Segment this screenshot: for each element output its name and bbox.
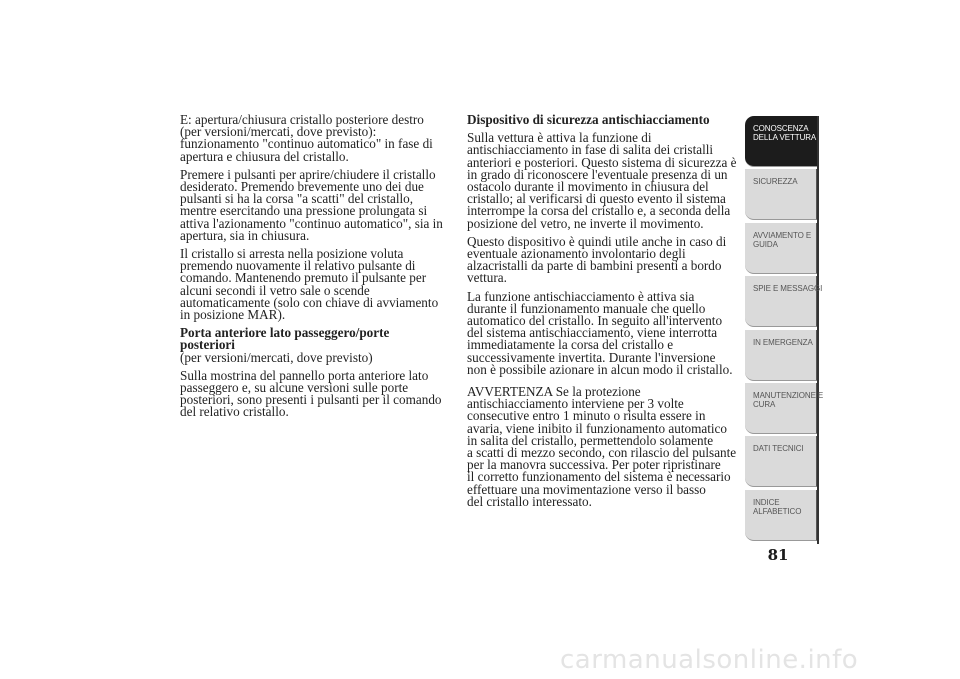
text-line: durante il funzionamento manuale che quello xyxy=(467,300,706,316)
sidebar-tab[interactable] xyxy=(745,276,823,327)
sidebar-tab[interactable] xyxy=(745,330,817,381)
text-line: passeggero e, su alcune versioni sulle porte xyxy=(180,380,409,396)
page-number: 81 xyxy=(767,546,789,564)
sidebar-tab[interactable] xyxy=(745,490,817,541)
text-line: Porta anteriore lato passeggero/porte xyxy=(180,325,390,341)
sidebar-tab-label: DATI TECNICI xyxy=(753,444,804,454)
warning-note xyxy=(467,386,739,508)
text-line: (per versioni/mercati, dove previsto): xyxy=(180,124,377,140)
sidebar-tab-label: IN EMERGENZA xyxy=(753,337,813,347)
text-line: eventuale azionamento involontario degli xyxy=(467,246,686,262)
right-column xyxy=(467,114,739,514)
text-line: La funzione antischiacciamento è attiva sia xyxy=(467,288,695,304)
text-line: in salita del cristallo, permettendolo solamente xyxy=(467,432,714,448)
sidebar-tab-label: GUIDA xyxy=(753,239,778,249)
text-line: premendo nuovamente il relativo pulsante di xyxy=(180,258,416,274)
text-line: Questo dispositivo è quindi utile anche in caso di xyxy=(467,233,727,249)
text-line: desiderato. Premendo brevemente uno dei due xyxy=(180,179,424,195)
text-line: posteriori, sono presenti i pulsanti per il comando xyxy=(180,392,442,408)
chapter-sidebar xyxy=(745,116,824,544)
text-line: effettuare una movimentazione verso il basso xyxy=(467,481,706,497)
text-line: posizione del vetro, ne inverte il movimento. xyxy=(467,215,704,231)
text-line: a scatti di mezzo secondo, con rilascio del pulsante xyxy=(467,445,737,461)
text-line: immediatamente la corsa del cristallo e xyxy=(467,337,674,353)
paragraph xyxy=(467,288,739,377)
sidebar-tab-label: SPIE E MESSAGGI xyxy=(753,284,823,294)
text-line: comando. Mantenendo premuto il pulsante per xyxy=(180,270,427,286)
text-line: alzacristalli da parte di bambini presenti a bordo xyxy=(467,258,722,274)
text-line: non è possibile azionare in alcun modo il cristallo. xyxy=(467,361,733,377)
text-line: automaticamente (solo con chiave di avviamento xyxy=(180,294,439,310)
paragraph xyxy=(467,233,739,286)
sidebar-tab-label: INDICE xyxy=(753,497,780,507)
text-line: Sulla mostrina del pannello porta anteriore lato xyxy=(180,367,429,383)
text-line: anteriori e posteriori. Questo sistema di sicurezza è xyxy=(467,154,737,170)
text-line: avaria, viene inibito il funzionamento automatico xyxy=(467,420,728,436)
text-line: antischiacciamento interviene per 3 volte xyxy=(467,396,684,412)
section-heading xyxy=(467,114,739,126)
sidebar-tab-label: MANUTENZIONE E xyxy=(753,390,824,400)
text-line: consecutive entro 1 minuto o risulta essere in xyxy=(467,408,706,424)
paragraph xyxy=(180,166,452,243)
text-line: pulsanti si ha la corsa "a scatti" del cristallo, xyxy=(180,191,414,207)
text-line: in grado di riconoscere l'eventuale presenza di un xyxy=(467,166,728,182)
text-line: successivamente invertita. Durante l'inversione xyxy=(467,349,716,365)
sidebar-tab[interactable] xyxy=(745,383,824,434)
text-line: il corretto funzionamento del sistema è necessario xyxy=(467,469,731,485)
sidebar-tab-label: CURA xyxy=(753,399,776,409)
text-line: posteriori xyxy=(180,337,235,353)
text-line: mentre esercitando una pressione prolungata si xyxy=(180,203,428,219)
text-line: in posizione MAR). xyxy=(180,307,286,323)
paragraph xyxy=(467,132,739,230)
text-line: apertura e chiusura del cristallo. xyxy=(180,148,349,164)
text-line: del relativo cristallo. xyxy=(180,404,289,420)
paragraph xyxy=(180,248,452,321)
text-line: ostacolo durante il movimento in chiusura del xyxy=(467,179,709,195)
text-line: vettura. xyxy=(467,270,507,286)
text-line: cristallo; al verificarsi di questo evento il sistema xyxy=(467,191,726,207)
sidebar-tab[interactable] xyxy=(745,223,817,274)
text-line: E: apertura/chiusura cristallo posteriore destro xyxy=(180,112,424,127)
sidebar-tab[interactable] xyxy=(745,116,817,167)
left-column xyxy=(180,114,452,425)
paragraph xyxy=(180,367,452,420)
sidebar-tab-label: DELLA VETTURA xyxy=(753,133,817,142)
text-line: automatico del cristallo. In seguito all'intervento xyxy=(467,313,723,329)
text-line: funzionamento "continuo automatico" in fase di xyxy=(180,136,433,152)
text-line: AVVERTENZA Se la protezione xyxy=(467,384,641,400)
text-line: Dispositivo di sicurezza antischiacciamento xyxy=(467,112,710,127)
sidebar-tab[interactable] xyxy=(745,436,817,487)
text-line: alcuni secondi il vetro sale o scende xyxy=(180,282,370,298)
section-heading xyxy=(180,327,452,364)
text-line: Sulla vettura è attiva la funzione di xyxy=(467,130,652,146)
text-line: attiva l'azionamento "continuo automatico", sia in xyxy=(180,215,443,231)
text-line: antischiacciamento in fase di salita dei cristalli xyxy=(467,142,714,158)
text-line: del sistema antischiacciamento, viene interrotta xyxy=(467,325,718,341)
paragraph xyxy=(180,114,452,163)
heading-subtitle: (per versioni/mercati, dove previsto) xyxy=(180,349,373,365)
watermark-text: carmanualsonline.info xyxy=(560,645,859,675)
text-line: del cristallo interessato. xyxy=(467,493,592,509)
sidebar-tab-label: CONOSCENZA xyxy=(753,124,809,133)
sidebar-tab[interactable] xyxy=(745,169,817,220)
text-line: Il cristallo si arresta nella posizione voluta xyxy=(180,246,404,262)
text-line: per la manovra successiva. Per poter ripristinare xyxy=(467,457,721,473)
text-line: interrompe la corsa del cristallo e, a seconda della xyxy=(467,203,731,219)
text-line: apertura, sia in chiusura. xyxy=(180,227,310,243)
sidebar-tab-label: SICUREZZA xyxy=(753,177,798,187)
text-line: Premere i pulsanti per aprire/chiudere il cristallo xyxy=(180,166,436,182)
sidebar-tab-label: ALFABETICO xyxy=(753,506,802,516)
sidebar-tab-label: AVVIAMENTO E xyxy=(753,230,812,240)
